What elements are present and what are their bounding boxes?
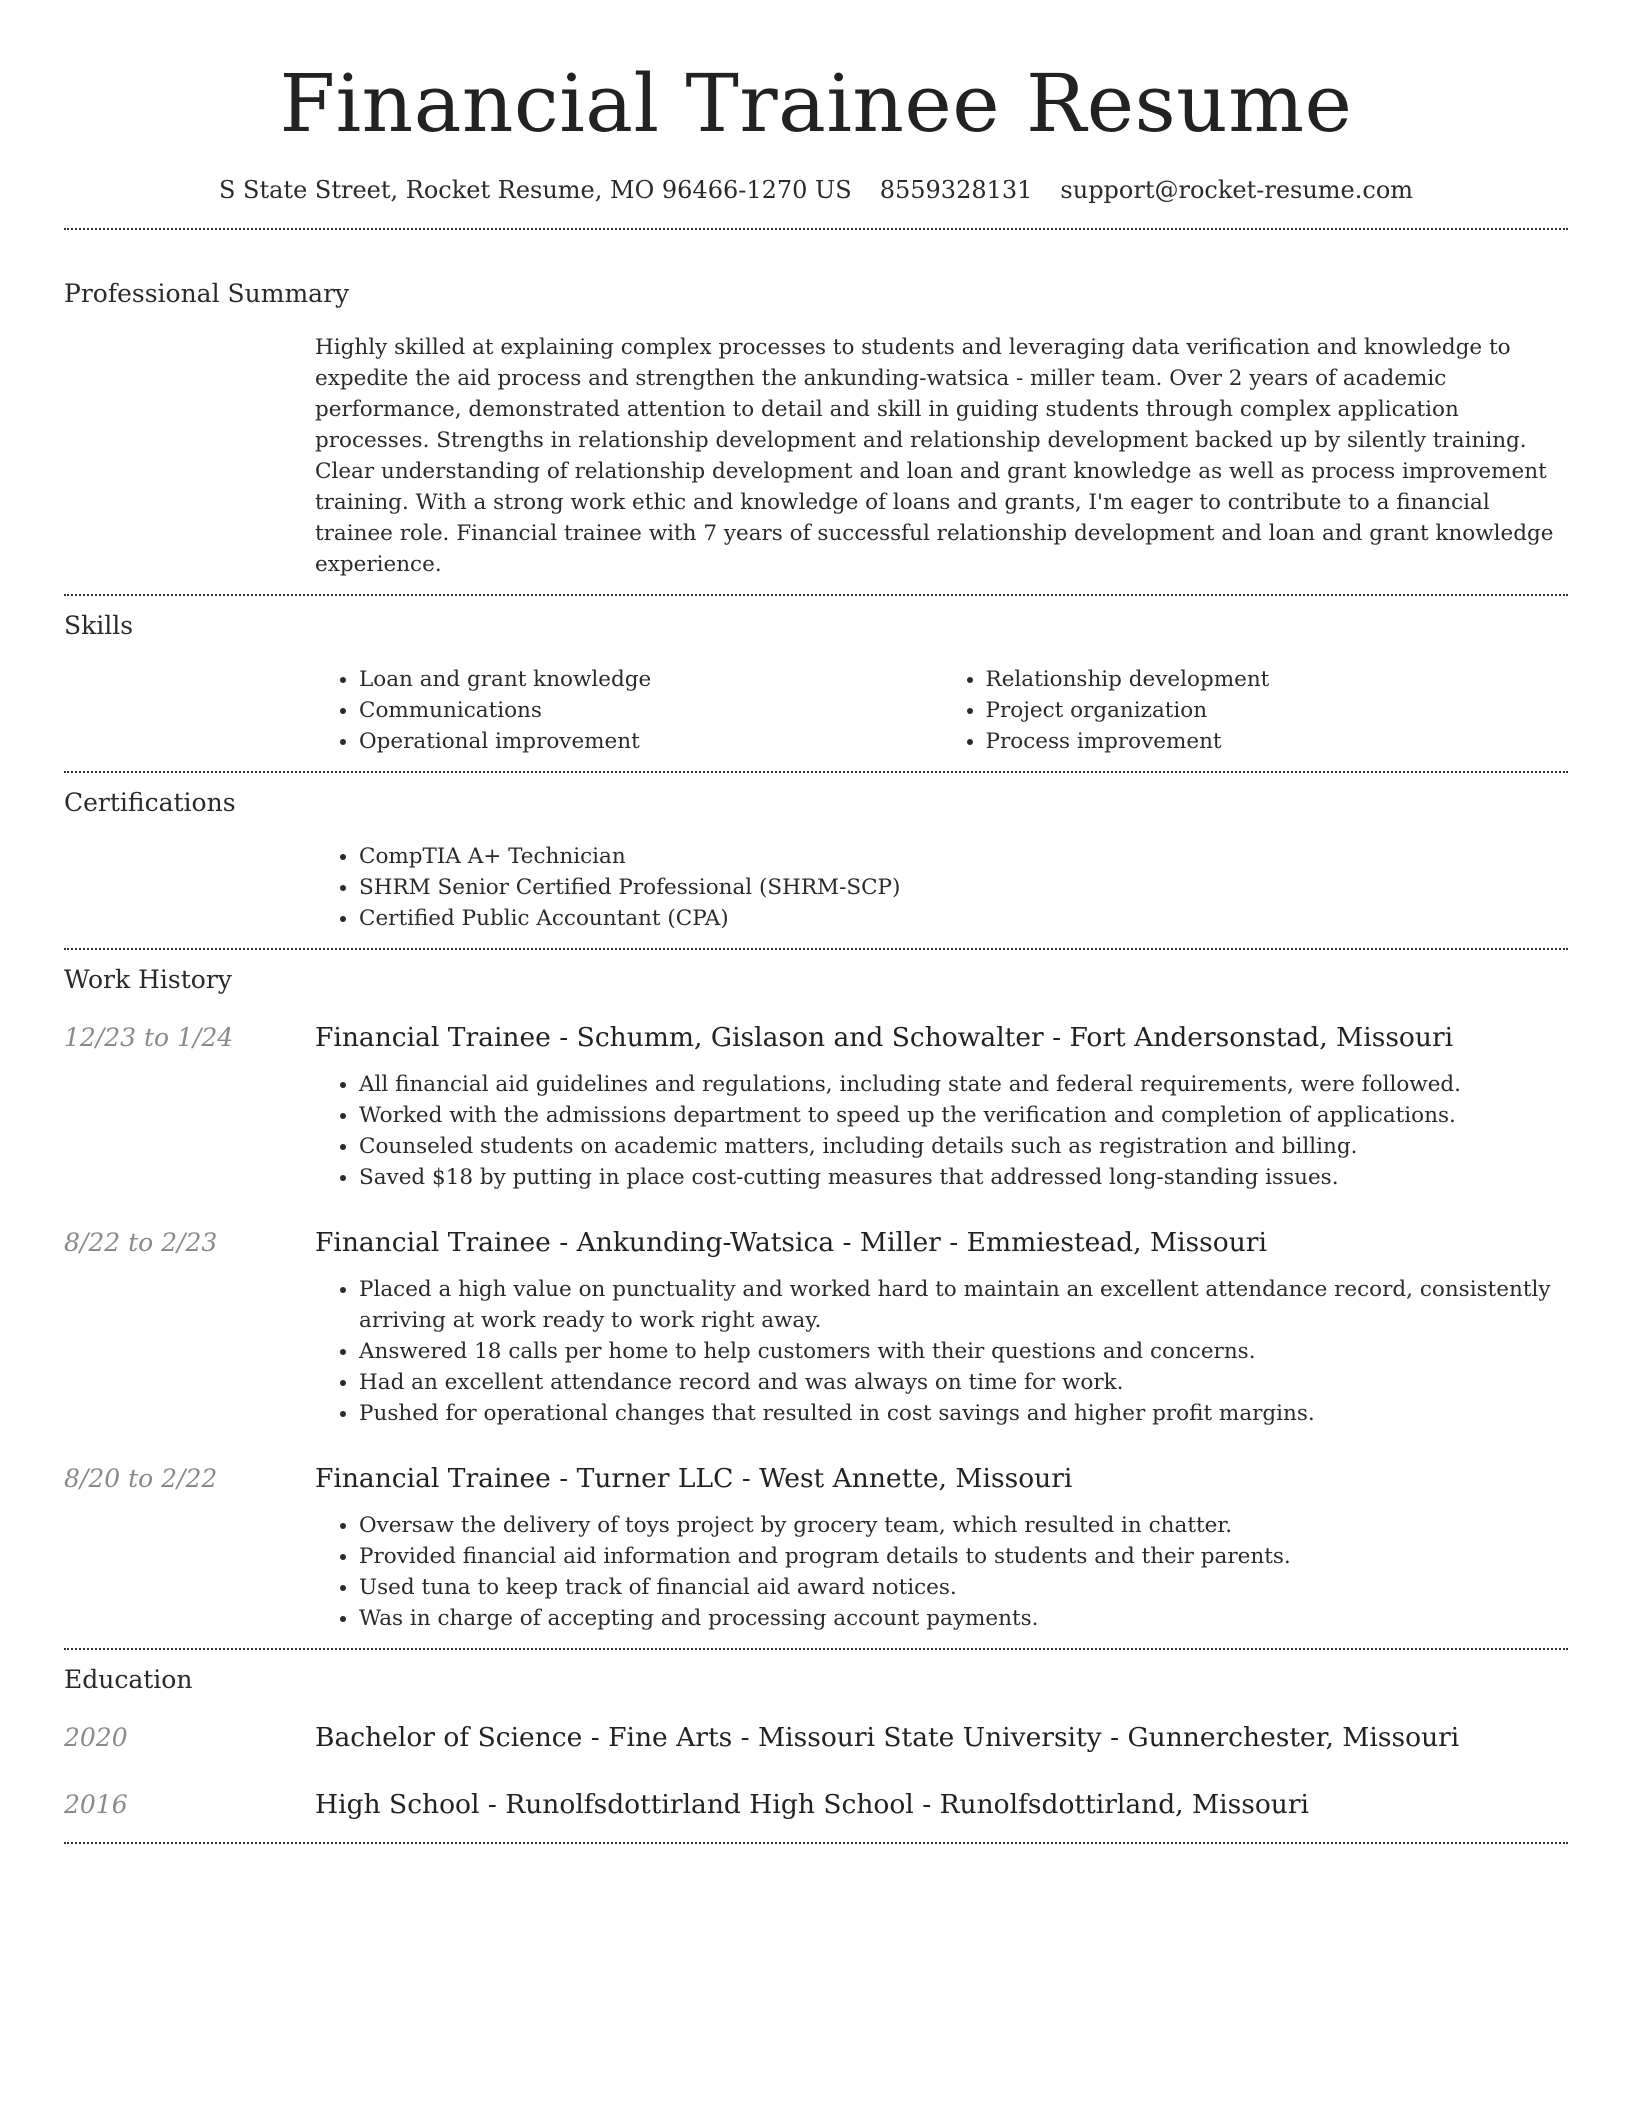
section-title-skills: Skills	[64, 611, 134, 640]
job-heading: Financial Trainee - Schumm, Gislason and Schowalter - Fort Andersonstad, Missouri	[315, 1022, 1454, 1053]
skill-item: • Communications	[359, 695, 942, 726]
job-bullet: • Had an excellent attendance record and was always on time for work.	[359, 1367, 1568, 1398]
section-title-certifications: Certifications	[64, 788, 236, 817]
education-heading: Bachelor of Science - Fine Arts - Missouri State University - Gunnerchester, Missouri	[315, 1722, 1460, 1753]
resume-page	[64, 0, 1568, 1844]
job-heading: Financial Trainee - Ankunding-Watsica - Miller - Emmiestead, Missouri	[315, 1227, 1267, 1258]
job-bullet: • Placed a high value on punctuality and worked hard to maintain an excellent attendance record, consistently arriving at work ready to work right away.	[359, 1274, 1568, 1336]
job-bullet: • Was in charge of accepting and processing account payments.	[359, 1603, 1568, 1634]
education-entry	[64, 1721, 1568, 1755]
job-bullet: • Counseled students on academic matters, including details such as registration and billing.	[359, 1131, 1568, 1162]
job-bullet: • Answered 18 calls per home to help customers with their questions and concerns.	[359, 1336, 1568, 1367]
education-year: 2020	[64, 1723, 128, 1752]
job-bullet: • Saved $18 by putting in place cost-cutting measures that addressed long-standing issues.	[359, 1162, 1568, 1193]
job-entry	[64, 1226, 1568, 1429]
work-history-section	[64, 950, 1568, 1634]
skill-item: • Relationship development	[986, 664, 1569, 695]
job-entry	[64, 1462, 1568, 1634]
job-entry	[64, 1021, 1568, 1193]
job-bullets	[315, 1069, 1568, 1193]
job-dates: 8/22 to 2/23	[64, 1228, 218, 1257]
resume-title: Financial Trainee Resume	[279, 57, 1353, 150]
certifications-list	[315, 841, 1568, 934]
job-bullet: • Pushed for operational changes that resulted in cost savings and higher profit margins.	[359, 1398, 1568, 1429]
summary-text: Highly skilled at explaining complex processes to students and leveraging data verification and knowledge to expedite the aid process and strengthen the ankunding-watsica - miller team. Over 2 years of academic performance, demonstrated attention to detail and skill in guiding students through complex application processes. Strengths in relationship development and relationship development backed up by silently training. Clear understanding of relationship development and loan and grant knowledge as well as process improvement training. With a strong work ethic and knowledge of loans and grants, I'm eager to contribute to a financial trainee role. Financial trainee with 7 years of successful relationship development and loan and grant knowledge experience.	[315, 335, 1554, 577]
contact-phone: 8559328131	[879, 176, 1033, 204]
job-dates: 8/20 to 2/22	[64, 1464, 218, 1493]
education-entry	[64, 1788, 1568, 1822]
skill-item: • Project organization	[986, 695, 1569, 726]
job-bullet: • Worked with the admissions department to speed up the verification and completion of applications.	[359, 1100, 1568, 1131]
job-bullet: • Oversaw the delivery of toys project by grocery team, which resulted in chatter.	[359, 1510, 1568, 1541]
section-title-work-history: Work History	[64, 965, 232, 994]
certification-item: • CompTIA A+ Technician	[359, 841, 1568, 872]
certifications-section	[64, 773, 1568, 934]
education-heading: High School - Runolfsdottirland High School - Runolfsdottirland, Missouri	[315, 1789, 1309, 1820]
divider	[64, 1842, 1568, 1844]
certification-item: • SHRM Senior Certified Professional (SHRM-SCP)	[359, 872, 1568, 903]
section-title-summary: Professional Summary	[64, 279, 350, 308]
job-bullets	[315, 1274, 1568, 1429]
skills-section	[64, 596, 1568, 757]
job-bullets	[315, 1510, 1568, 1634]
skill-item: • Loan and grant knowledge	[359, 664, 942, 695]
section-title-education: Education	[64, 1665, 193, 1694]
education-year: 2016	[64, 1790, 128, 1819]
skill-item: • Operational improvement	[359, 726, 942, 757]
certification-item: • Certified Public Accountant (CPA)	[359, 903, 1568, 934]
job-bullet: • Used tuna to keep track of financial aid award notices.	[359, 1572, 1568, 1603]
skill-item: • Process improvement	[986, 726, 1569, 757]
job-heading: Financial Trainee - Turner LLC - West Annette, Missouri	[315, 1463, 1073, 1494]
job-bullet: • All financial aid guidelines and regulations, including state and federal requirements, were followed.	[359, 1069, 1568, 1100]
skills-list-right	[942, 664, 1569, 757]
contact-email: support@rocket-resume.com	[1060, 176, 1414, 204]
contact-address: S State Street, Rocket Resume, MO 96466-1270 US	[218, 176, 852, 204]
job-dates: 12/23 to 1/24	[64, 1023, 234, 1052]
summary-section	[64, 230, 1568, 580]
contact-line	[64, 174, 1568, 206]
skills-list-left	[315, 664, 942, 757]
job-bullet: • Provided financial aid information and program details to students and their parents.	[359, 1541, 1568, 1572]
education-section	[64, 1650, 1568, 1822]
